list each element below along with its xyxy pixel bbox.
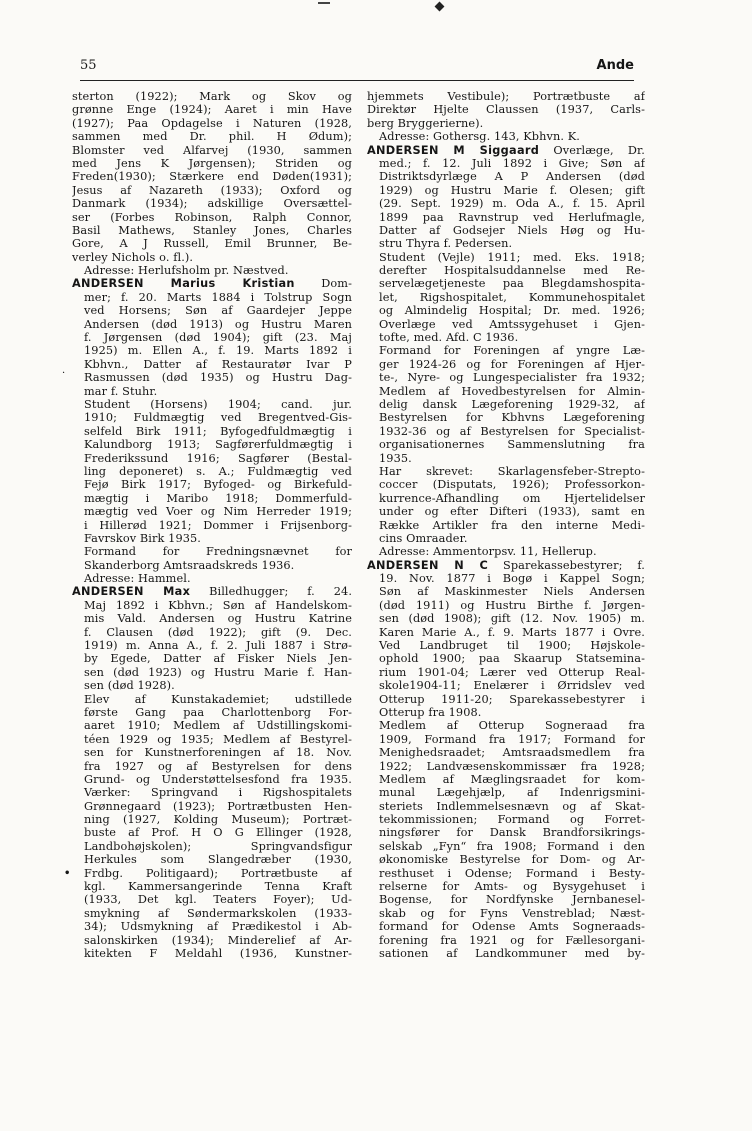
line-text: Student (Horsens) 1904; cand. jur. xyxy=(84,397,352,411)
line-text: Adresse: Ammentorpsv. 11, Hellerup. xyxy=(379,545,597,559)
line-text: stru Thyra f. Pedersen. xyxy=(379,237,513,251)
text-line xyxy=(367,90,645,103)
line-text: (død 1911) og Hustru Birthe f. Jørgen- xyxy=(379,598,645,612)
text-line xyxy=(367,197,645,210)
text-line xyxy=(72,197,352,210)
text-line xyxy=(367,545,645,558)
line-text: Datter af Godsejer Niels Høg og Hu- xyxy=(379,223,645,237)
text-line xyxy=(72,438,352,451)
text-line xyxy=(367,800,645,813)
text-line xyxy=(72,291,352,304)
text-line xyxy=(72,599,352,612)
line-text: Grund- og Understøttelsesfond fra 1935. xyxy=(84,772,352,786)
line-text: organisationernes Sammenslutning fra xyxy=(379,438,645,452)
text-line xyxy=(72,853,352,866)
text-line xyxy=(367,478,645,491)
line-text: ningsfører for Dansk Brandforsikrings- xyxy=(379,826,645,840)
line-text: skab og for Fyns Venstreblad; Næst- xyxy=(379,906,645,920)
line-text: 1925) m. Ellen A., f. 19. Marts 1892 i xyxy=(84,344,352,358)
line-text: 1935. xyxy=(379,451,412,465)
text-line xyxy=(72,746,352,759)
line-text: ger 1924-26 og for Foreningen af Hjer- xyxy=(379,357,645,371)
text-line xyxy=(72,840,352,853)
line-text: sterton (1922); Mark og Skov og xyxy=(72,90,352,103)
line-text: steriets Indlemmelsesnævn og af Skat- xyxy=(379,799,645,813)
text-line xyxy=(367,264,645,277)
line-text: mer; f. 20. Marts 1884 i Tolstrup Sogn xyxy=(84,290,352,304)
text-line xyxy=(72,184,352,197)
line-text: kitekten F Meldahl (1936, Kunstner- xyxy=(84,947,352,960)
line-text: grønne Enge (1924); Aaret i min Have xyxy=(72,103,352,117)
line-text: forening fra 1921 og for Fællesorgani- xyxy=(379,933,645,947)
page-header xyxy=(80,58,634,80)
text-line xyxy=(367,144,645,157)
line-text: Direktør Hjelte Claussen (1937, Carls- xyxy=(367,103,645,117)
text-line xyxy=(72,626,352,639)
text-line xyxy=(367,251,645,264)
line-text: 1909, Formand fra 1917; Formand for xyxy=(379,732,645,746)
text-line xyxy=(367,465,645,478)
text-line xyxy=(367,157,645,170)
line-text: rium 1901-04; Lærer ved Otterup Real- xyxy=(379,665,645,679)
text-line xyxy=(72,545,352,558)
text-line xyxy=(72,800,352,813)
text-line xyxy=(72,719,352,732)
line-text: Basil Mathews, Stanley Jones, Charles xyxy=(72,223,352,237)
text-line xyxy=(72,385,352,398)
line-text: Overlæge, Dr. xyxy=(539,143,645,157)
line-text: hjemmets Vestibule); Portrætbuste af xyxy=(367,90,645,103)
line-text: Bogense, for Nordfynske Jernbanesel- xyxy=(379,893,645,907)
line-text: Maj 1892 i Kbhvn.; Søn af Handelskom- xyxy=(84,598,352,612)
entry-name: ANDERSEN Marius Kristian xyxy=(72,277,295,291)
text-line xyxy=(367,920,645,933)
line-text: smykning af Søndermarkskolen (1933- xyxy=(84,906,352,920)
text-line xyxy=(367,385,645,398)
text-line xyxy=(367,184,645,197)
text-line xyxy=(367,411,645,424)
text-line xyxy=(72,90,352,103)
text-line xyxy=(72,572,352,585)
line-text: Freden(1930); Stærkere end Døden(1931); xyxy=(72,170,352,184)
text-line xyxy=(367,304,645,317)
line-text: f. Clausen (død 1922); gift (9. Dec. xyxy=(84,625,352,639)
text-line xyxy=(367,585,645,598)
text-line xyxy=(72,585,352,598)
text-line xyxy=(367,237,645,250)
line-text: Adresse: Gothersg. 143, Kbhvn. K. xyxy=(379,130,580,144)
line-text: mis Vald. Andersen og Hustru Katrine xyxy=(84,612,352,626)
text-line xyxy=(367,505,645,518)
text-line xyxy=(367,130,645,143)
text-line xyxy=(367,773,645,786)
line-text: Kalundborg 1913; Sagførerfuldmægtig i xyxy=(84,438,352,452)
line-text: tofte, med. Afd. C 1936. xyxy=(379,331,519,345)
text-line xyxy=(72,170,352,183)
line-text: cins Omraader. xyxy=(379,531,468,545)
line-text: Fejø Birk 1917; Byfoged- og Birkefuld- xyxy=(84,478,352,492)
line-text: ling deponeret) s. A.; Fuldmægtig ved xyxy=(84,464,352,478)
line-text: sen (død 1908); gift (12. Nov. 1905) m. xyxy=(379,612,645,626)
text-line xyxy=(367,532,645,545)
line-text: ophold 1900; paa Skaarup Statsemina- xyxy=(379,652,645,666)
line-text: Student (Vejle) 1911; med. Eks. 1918; xyxy=(379,250,645,264)
line-text: relserne for Amts- og Bysygehuset i xyxy=(379,880,645,894)
text-line xyxy=(72,103,352,116)
line-text: salonskirken (1934); Minderelief af Ar- xyxy=(84,933,352,947)
text-line xyxy=(72,237,352,250)
line-text: Dom- xyxy=(294,277,352,291)
line-text: by Egede, Datter af Fisker Niels Jen- xyxy=(84,652,352,666)
line-text: munal Lægehjælp, af Indenrigsmini- xyxy=(379,786,645,800)
text-line xyxy=(72,652,352,665)
line-text: skole1904-11; Enelærer i Ørridslev ved xyxy=(379,679,645,693)
line-text: Sparekassebestyrer; f. xyxy=(488,558,645,572)
line-text: formand for Odense Amts Sogneraads- xyxy=(379,920,645,934)
text-line xyxy=(72,465,352,478)
text-line xyxy=(72,318,352,331)
text-line xyxy=(367,425,645,438)
line-text: sen (død 1928). xyxy=(84,679,175,693)
line-text: mar f. Stuhr. xyxy=(84,384,158,398)
text-line xyxy=(367,853,645,866)
text-line xyxy=(367,612,645,625)
text-line xyxy=(72,920,352,933)
text-line xyxy=(367,706,645,719)
line-text: (29. Sept. 1929) m. Oda A., f. 15. April xyxy=(379,197,645,211)
line-text: ved Horsens; Søn af Gaardejer Jeppe xyxy=(84,304,352,318)
line-text: resthuset i Odense; Formand i Besty- xyxy=(379,866,645,880)
line-text: 1929) og Hustru Marie f. Olesen; gift xyxy=(379,183,645,197)
text-line xyxy=(367,826,645,839)
header-rule xyxy=(80,80,634,81)
text-line xyxy=(72,559,352,572)
text-line xyxy=(72,947,352,960)
text-line xyxy=(72,398,352,411)
text-line xyxy=(72,144,352,157)
line-text: Andersen (død 1913) og Hustru Maren xyxy=(84,317,352,331)
text-line xyxy=(72,773,352,786)
text-line xyxy=(72,304,352,317)
page-number: 55 xyxy=(80,58,97,73)
line-text: servelægetjeneste paa Blegdamshospita- xyxy=(379,277,645,291)
text-line xyxy=(367,170,645,183)
top-scan-mark xyxy=(435,2,445,12)
text-line xyxy=(72,519,352,532)
text-line xyxy=(72,880,352,893)
text-line xyxy=(367,331,645,344)
text-line xyxy=(367,947,645,960)
line-text: Adresse: Herlufsholm pr. Næstved. xyxy=(84,264,289,278)
text-line xyxy=(367,813,645,826)
text-line xyxy=(72,612,352,625)
line-text: tekommissionen; Formand og Forret- xyxy=(379,813,645,827)
line-text: 19. Nov. 1877 i Bogø i Kappel Sogn; xyxy=(379,572,645,586)
line-text: 1932-36 og af Bestyrelsen for Specialist- xyxy=(379,424,645,438)
text-line xyxy=(367,452,645,465)
text-line xyxy=(72,371,352,384)
line-text: sen for Kunstnerforeningen af 18. Nov. xyxy=(84,746,352,760)
text-line xyxy=(367,679,645,692)
text-line xyxy=(367,760,645,773)
text-line xyxy=(72,211,352,224)
line-text: Grønnegaard (1923); Portrætbusten Hen- xyxy=(84,799,352,813)
text-line xyxy=(72,117,352,130)
text-line xyxy=(72,344,352,357)
text-line xyxy=(72,666,352,679)
text-line xyxy=(367,786,645,799)
text-line xyxy=(72,679,352,692)
text-line xyxy=(367,652,645,665)
right-column xyxy=(367,90,645,960)
line-text: derefter Hospitalsuddannelse med Re- xyxy=(379,264,645,278)
line-text: 1919) m. Anna A., f. 2. Juli 1887 i Strø- xyxy=(84,639,352,653)
line-text: med Jens K Jørgensen); Striden og xyxy=(72,156,352,170)
line-text: Billedhugger; f. 24. xyxy=(190,585,352,599)
text-line xyxy=(72,934,352,947)
line-text: coccer (Disputats, 1926); Professorkon- xyxy=(379,478,645,492)
text-line xyxy=(367,371,645,384)
entry-name: ANDERSEN N C xyxy=(367,558,489,572)
line-text: verley Nichols o. fl.). xyxy=(72,250,194,264)
line-text: te-, Nyre- og Lungespecialister fra 1932; xyxy=(379,371,645,385)
line-text: ning (1927, Kolding Museum); Portræt- xyxy=(84,813,352,827)
line-text: téen 1929 og 1935; Medlem af Bestyrel- xyxy=(84,732,352,746)
line-text: Rasmussen (død 1935) og Hustru Dag- xyxy=(84,371,352,385)
line-text: Landbohøjskolen); Springvandsfigur xyxy=(84,839,352,853)
line-text: Medlem af Hovedbestyrelsen for Almin- xyxy=(379,384,645,398)
text-line xyxy=(72,358,352,371)
line-text: Ved Landbruget til 1900; Højskole- xyxy=(379,639,645,653)
line-text: Værker: Springvand i Rigshospitalets xyxy=(84,786,352,800)
top-scan-mark xyxy=(318,2,330,4)
line-text: 34); Udsmykning af Prædikestol i Ab- xyxy=(84,920,352,934)
line-text: let, Rigshospitalet, Kommunehospitalet xyxy=(379,290,645,304)
text-line xyxy=(72,251,352,264)
line-text: Kbhvn., Datter af Restauratør Ivar P xyxy=(84,357,352,371)
text-line xyxy=(72,867,352,880)
text-line xyxy=(367,867,645,880)
line-text: Række Artikler fra den interne Medi- xyxy=(379,518,645,532)
line-text: Overlæge ved Amtssygehuset i Gjen- xyxy=(379,317,645,331)
text-line xyxy=(367,344,645,357)
text-line xyxy=(72,425,352,438)
margin-mark: • xyxy=(64,868,71,879)
text-line xyxy=(367,277,645,290)
text-line xyxy=(367,733,645,746)
line-text: Frederikssund 1916; Sagfører (Bestal- xyxy=(84,451,352,465)
line-text: buste af Prof. H O G Ellinger (1928, xyxy=(84,826,352,840)
text-line xyxy=(367,398,645,411)
line-text: ser (Forbes Robinson, Ralph Connor, xyxy=(72,210,352,224)
line-text: Distriktsdyrlæge A P Andersen (død xyxy=(379,170,645,184)
text-line xyxy=(72,893,352,906)
text-line xyxy=(72,264,352,277)
line-text: Otterup fra 1908. xyxy=(379,705,482,719)
line-text: Skanderborg Amtsraadskreds 1936. xyxy=(84,558,295,572)
line-text: Formand for Fredningsnævnet for xyxy=(84,545,352,559)
line-text: aaret 1910; Medlem af Udstillingskomi- xyxy=(84,719,352,733)
line-text: Søn af Maskinmester Niels Andersen xyxy=(379,585,645,599)
text-line xyxy=(72,532,352,545)
text-line xyxy=(72,492,352,505)
text-line xyxy=(367,559,645,572)
line-text: Adresse: Hammel. xyxy=(84,572,191,586)
text-line xyxy=(367,639,645,652)
text-line xyxy=(367,746,645,759)
text-line xyxy=(72,224,352,237)
line-text: første Gang paa Charlottenborg For- xyxy=(84,705,352,719)
line-text: (1933, Det kgl. Teaters Foyer); Ud- xyxy=(84,893,352,907)
text-line xyxy=(72,331,352,344)
line-text: Blomster ved Alfarvej (1930, sammen xyxy=(72,143,352,157)
text-line xyxy=(367,599,645,612)
line-text: selskab „Fyn“ fra 1908; Formand i den xyxy=(379,839,645,853)
line-text: under og efter Difteri (1933), samt en xyxy=(379,505,645,519)
text-line xyxy=(367,840,645,853)
text-line xyxy=(367,211,645,224)
line-text: Elev af Kunstakademiet; udstillede xyxy=(84,692,352,706)
line-text: Gore, A J Russell, Emil Brunner, Be- xyxy=(72,237,352,251)
line-text: kgl. Kammersangerinde Tenna Kraft xyxy=(84,880,352,894)
text-line xyxy=(367,880,645,893)
text-line xyxy=(367,666,645,679)
text-line xyxy=(72,907,352,920)
text-line xyxy=(367,224,645,237)
line-text: fra 1927 og af Bestyrelsen for dens xyxy=(84,759,352,773)
entry-name: ANDERSEN M Siggaard xyxy=(367,143,540,157)
text-line xyxy=(72,706,352,719)
line-text: f. Jørgensen (død 1904); gift (23. Maj xyxy=(84,331,352,345)
text-line xyxy=(367,626,645,639)
text-line xyxy=(367,572,645,585)
text-line xyxy=(367,893,645,906)
line-text: Jesus af Nazareth (1933); Oxford og xyxy=(72,183,352,197)
text-line xyxy=(72,452,352,465)
text-line xyxy=(367,438,645,451)
line-text: i Hillerød 1921; Dommer i Frijsenborg- xyxy=(84,518,352,532)
line-text: Herkules som Slangedræber (1930, xyxy=(84,853,352,867)
line-text: delig dansk Lægeforening 1929-32, af xyxy=(379,397,645,411)
text-line xyxy=(367,318,645,331)
line-text: (1927); Paa Opdagelse i Naturen (1928, xyxy=(72,116,352,130)
line-text: Bestyrelsen for Kbhvns Lægeforening xyxy=(379,411,645,425)
text-line xyxy=(72,639,352,652)
line-text: Frdbg. Politigaard); Portrætbuste af xyxy=(84,866,352,880)
line-text: Formand for Foreningen af yngre Læ- xyxy=(379,344,645,358)
line-text: og Almindelig Hospital; Dr. med. 1926; xyxy=(379,304,645,318)
line-text: Medlem af Mæglingsraadet for kom- xyxy=(379,772,645,786)
line-text: sationen af Landkommuner med by- xyxy=(379,947,645,960)
line-text: 1910; Fuldmægtig ved Bregentved-Gis- xyxy=(84,411,352,425)
text-line xyxy=(367,103,645,116)
text-line xyxy=(72,157,352,170)
line-text: Menighedsraadet; Amtsraadsmedlem fra xyxy=(379,746,645,760)
line-text: mægtig i Maribo 1918; Dommerfuld- xyxy=(84,491,352,505)
text-line xyxy=(367,693,645,706)
entry-name: ANDERSEN Max xyxy=(72,585,191,599)
text-line xyxy=(72,760,352,773)
line-text: mægtig ved Voer og Nim Herreder 1919; xyxy=(84,505,352,519)
text-line xyxy=(72,130,352,143)
text-line xyxy=(367,117,645,130)
text-line xyxy=(72,786,352,799)
text-line xyxy=(72,733,352,746)
text-line xyxy=(367,519,645,532)
line-text: kurrence-Afhandling om Hjertelidelser xyxy=(379,491,645,505)
text-line xyxy=(72,813,352,826)
line-text: med.; f. 12. Juli 1892 i Give; Søn af xyxy=(379,156,645,170)
line-text: sammen med Dr. phil. H Ødum); xyxy=(72,130,352,144)
text-line xyxy=(72,478,352,491)
text-line xyxy=(367,358,645,371)
line-text: 1899 paa Ravnstrup ved Herlufmagle, xyxy=(379,210,645,224)
text-line xyxy=(367,492,645,505)
line-text: sen (død 1923) og Hustru Marie f. Han- xyxy=(84,665,352,679)
line-text: Otterup 1911-20; Sparekassebestyrer i xyxy=(379,692,645,706)
text-line xyxy=(367,719,645,732)
margin-mark: · xyxy=(62,368,66,379)
line-text: Danmark (1934); adskillige Oversættel- xyxy=(72,197,352,211)
line-text: Favrskov Birk 1935. xyxy=(84,531,201,545)
text-line xyxy=(367,934,645,947)
text-line xyxy=(72,693,352,706)
left-column xyxy=(72,90,352,960)
text-line xyxy=(72,411,352,424)
line-text: økonomiske Bestyrelse for Dom- og Ar- xyxy=(379,853,645,867)
line-text: 1922; Landvæsenskommissær fra 1928; xyxy=(379,759,645,773)
text-line xyxy=(72,505,352,518)
text-line xyxy=(367,291,645,304)
line-text: Medlem af Otterup Sogneraad fra xyxy=(379,719,645,733)
running-head: Ande xyxy=(596,58,634,73)
line-text: Karen Marie A., f. 9. Marts 1877 i Ovre. xyxy=(379,625,645,639)
text-line xyxy=(367,907,645,920)
text-line xyxy=(72,826,352,839)
line-text: selfeld Birk 1911; Byfogedfuldmægtig i xyxy=(84,424,352,438)
text-line xyxy=(72,277,352,290)
line-text: Har skrevet: Skarlagensfeber-Strepto- xyxy=(379,464,645,478)
line-text: berg Bryggerierne). xyxy=(367,116,484,130)
